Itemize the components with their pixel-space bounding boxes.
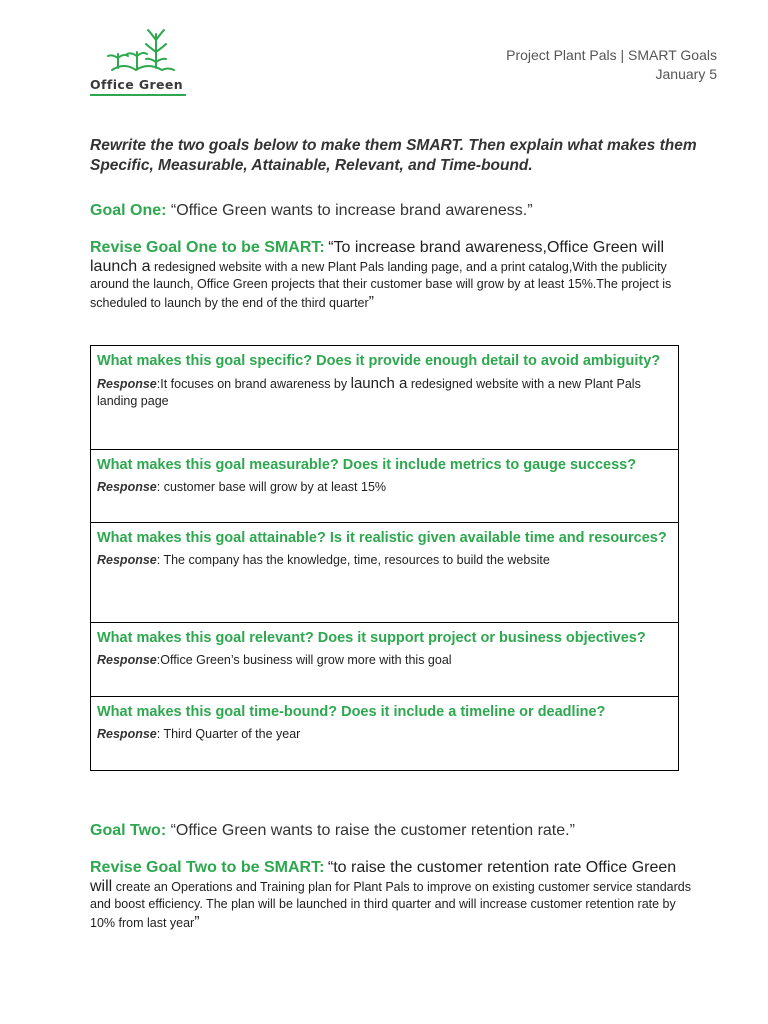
response-measurable [97, 479, 672, 496]
goal-one-revise-body: redesigned website with a new Plant Pals landing page, and a print catalog,With the publicity around the launch, Office Green projects that their customer base will grow by at least 15%.The project is scheduled to launch by the end of the third quarter [90, 259, 672, 310]
table-row-attainable [91, 522, 678, 622]
question-measurable: What makes this goal measurable? Does it include metrics to gauge success? [97, 457, 637, 473]
question-time-bound: What makes this goal time-bound? Does it include a timeline or deadline? [97, 704, 606, 720]
goal-one-revision [90, 239, 702, 312]
table-row-measurable [91, 449, 678, 522]
goal-two-revise-lead: “to raise the customer retention rate Office Green will [90, 859, 677, 895]
question-relevant: What makes this goal relevant? Does it support project or business objectives? [97, 630, 646, 646]
goal-one-revise-end: ” [368, 293, 374, 311]
response-label: Response [97, 480, 157, 494]
goal-two-revise-body: create an Operations and Training plan for Plant Pals to improve on existing customer service standards and boost efficiency. The plan will be launched in third quarter and will increase customer retention rate by 10% from last year [90, 879, 692, 930]
response-attainable [97, 552, 672, 569]
goal-one-label: Goal One: [90, 202, 167, 219]
plant-logo-icon [104, 26, 176, 76]
goal-one-revise-lead: “To increase brand awareness,Office Green will launch a [90, 239, 665, 275]
response-specific [97, 375, 672, 410]
table-row-relevant [91, 622, 678, 696]
question-attainable: What makes this goal attainable? Is it realistic given available time and resources? [97, 530, 667, 546]
response-specific-emph: launch a [350, 375, 408, 392]
response-label: Response [97, 653, 157, 667]
logo-text: Office Green [90, 77, 184, 92]
response-time-bound [97, 726, 672, 743]
goal-two-revision [90, 859, 702, 932]
table-row-time-bound [91, 696, 678, 770]
response-relevant [97, 652, 672, 669]
logo-underline [90, 94, 186, 96]
office-green-logo [90, 26, 190, 96]
response-label: Response [97, 553, 157, 567]
response-time-bound-text: : Third Quarter of the year [156, 727, 301, 741]
table-row-specific [91, 346, 678, 449]
document-header [506, 46, 717, 84]
goal-one-line [90, 201, 702, 221]
response-relevant-text: :Office Green’s business will grow more with this goal [156, 653, 452, 667]
goal-one-revise-label: Revise Goal One to be SMART: [90, 239, 325, 256]
goal-one-text: “Office Green wants to increase brand awareness.” [170, 202, 533, 219]
goal-two-revise-label: Revise Goal Two to be SMART: [90, 859, 325, 876]
instructions: Rewrite the two goals below to make them SMART. Then explain what makes them Specific, Measurable, Attainable, Relevant, and Time-bound. [90, 137, 697, 174]
goal-two [90, 821, 702, 932]
response-label: Response [97, 377, 157, 391]
response-attainable-text: : The company has the knowledge, time, resources to build the website [156, 553, 550, 567]
question-specific: What makes this goal specific? Does it provide enough detail to avoid ambiguity? [97, 353, 661, 369]
header-date: January 5 [655, 66, 717, 82]
goal-two-revise-end: ” [194, 913, 200, 931]
goal-two-line [90, 821, 702, 841]
response-specific-tail: redesigned website with a new Plant Pals landing page [97, 377, 641, 408]
goal-two-label: Goal Two: [90, 822, 167, 839]
response-specific-text: :It focuses on brand awareness by [156, 377, 348, 391]
response-label: Response [97, 727, 157, 741]
response-measurable-text: : customer base will grow by at least 15% [156, 480, 387, 494]
goal-two-text: “Office Green wants to raise the customer retention rate.” [170, 822, 575, 839]
project-title: Project Plant Pals | SMART Goals [506, 47, 717, 63]
goal-one [90, 201, 702, 312]
smart-criteria-table [90, 345, 679, 771]
